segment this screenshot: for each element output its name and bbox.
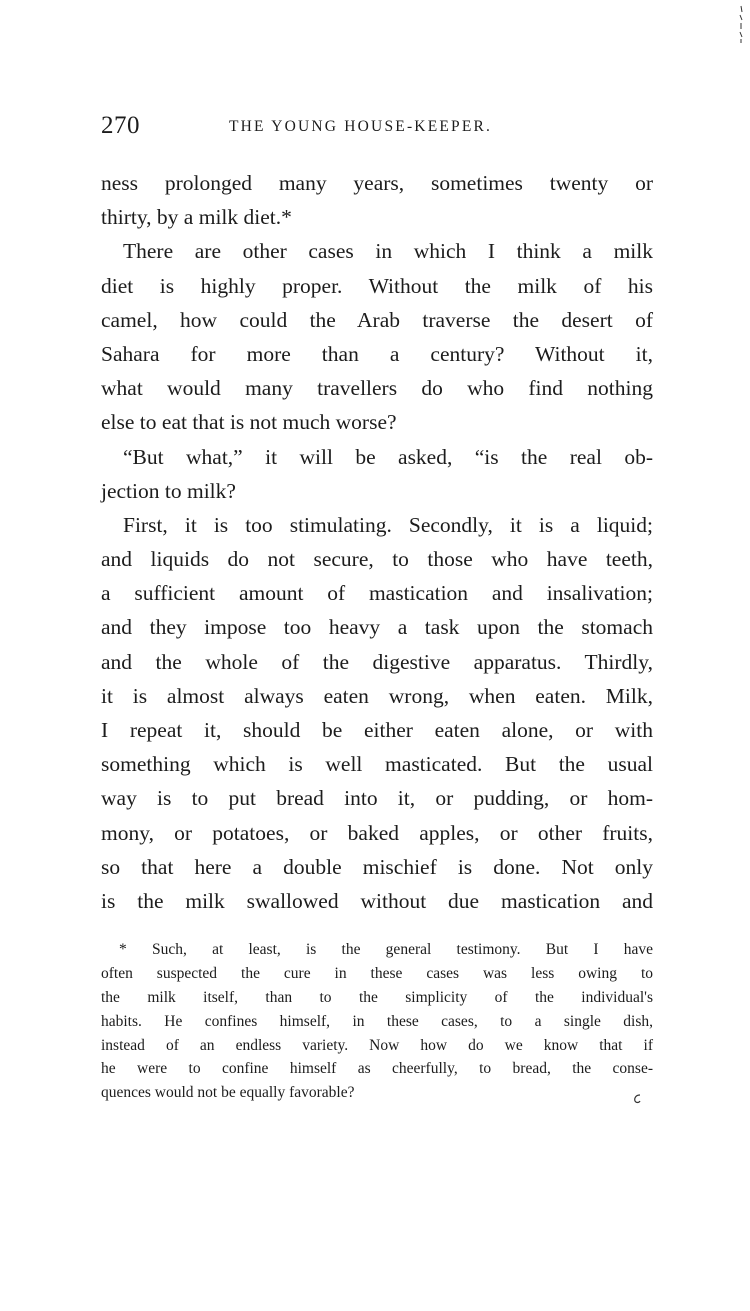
text-line: and the whole of the digestive apparatus. Thirdly,	[101, 649, 653, 674]
paragraph-start-line: First, it is too stimulating. Secondly, it is a liquid;	[123, 512, 653, 537]
text-line: and they impose too heavy a task upon the stomach	[101, 615, 653, 640]
footnote-line: often suspected the cure in these cases was less owing to	[101, 964, 653, 982]
text-line: else to eat that is not much worse?	[101, 410, 397, 435]
text-line: what would many travellers do who find nothing	[101, 376, 653, 401]
running-head: THE YOUNG HOUSE-KEEPER.	[229, 118, 493, 135]
paragraph-start-line: There are other cases in which I think a milk	[123, 239, 653, 264]
text-line: so that here a double mischief is done. Not only	[101, 854, 653, 879]
text-line: mony, or potatoes, or baked apples, or other fruits,	[101, 820, 653, 845]
text-line: ness prolonged many years, sometimes twenty or	[101, 171, 653, 195]
footnote-line: the milk itself, than to the simplicity of the individual's	[101, 988, 653, 1006]
footnote-line: * Such, at least, is the general testimony. But I have	[119, 941, 653, 958]
text-line: and liquids do not secure, to those who have teeth,	[101, 547, 653, 572]
text-line: I repeat it, should be either eaten alone, or with	[101, 718, 653, 742]
text-line: is the milk swallowed without due mastication and	[101, 888, 653, 913]
footnote-line: quences would not be equally favorable?	[101, 1084, 355, 1102]
scan-artifact-mark	[736, 4, 746, 44]
text-line: something which is well masticated. But the usual	[101, 752, 653, 777]
text-line: way is to put bread into it, or pudding, or hom-	[101, 786, 653, 811]
text-line: camel, how could the Arab traverse the desert of	[101, 307, 653, 332]
footnote-line: he were to confine himself as cheerfully, to bread, the conse-	[101, 1060, 653, 1078]
text-line: Sahara for more than a century? Without it,	[101, 341, 653, 366]
text-line: it is almost always eaten wrong, when eaten. Milk,	[101, 683, 653, 708]
footnote-line: habits. He confines himself, in these cases, to a single dish,	[101, 1012, 653, 1030]
text-line: jection to milk?	[101, 478, 236, 503]
text-line: a sufficient amount of mastication and insalivation;	[101, 581, 653, 606]
body-text	[101, 166, 653, 918]
text-line: thirty, by a milk diet.*	[101, 205, 292, 230]
page-header	[101, 112, 661, 146]
page-number: 270	[101, 112, 140, 139]
ink-speck-mark	[632, 1093, 644, 1105]
paragraph-start-line: “But what,” it will be asked, “is the real ob-	[123, 444, 653, 469]
text-line: diet is highly proper. Without the milk of his	[101, 273, 653, 298]
footnote	[101, 938, 653, 1105]
footnote-line: instead of an endless variety. Now how do we know that if	[101, 1036, 653, 1054]
